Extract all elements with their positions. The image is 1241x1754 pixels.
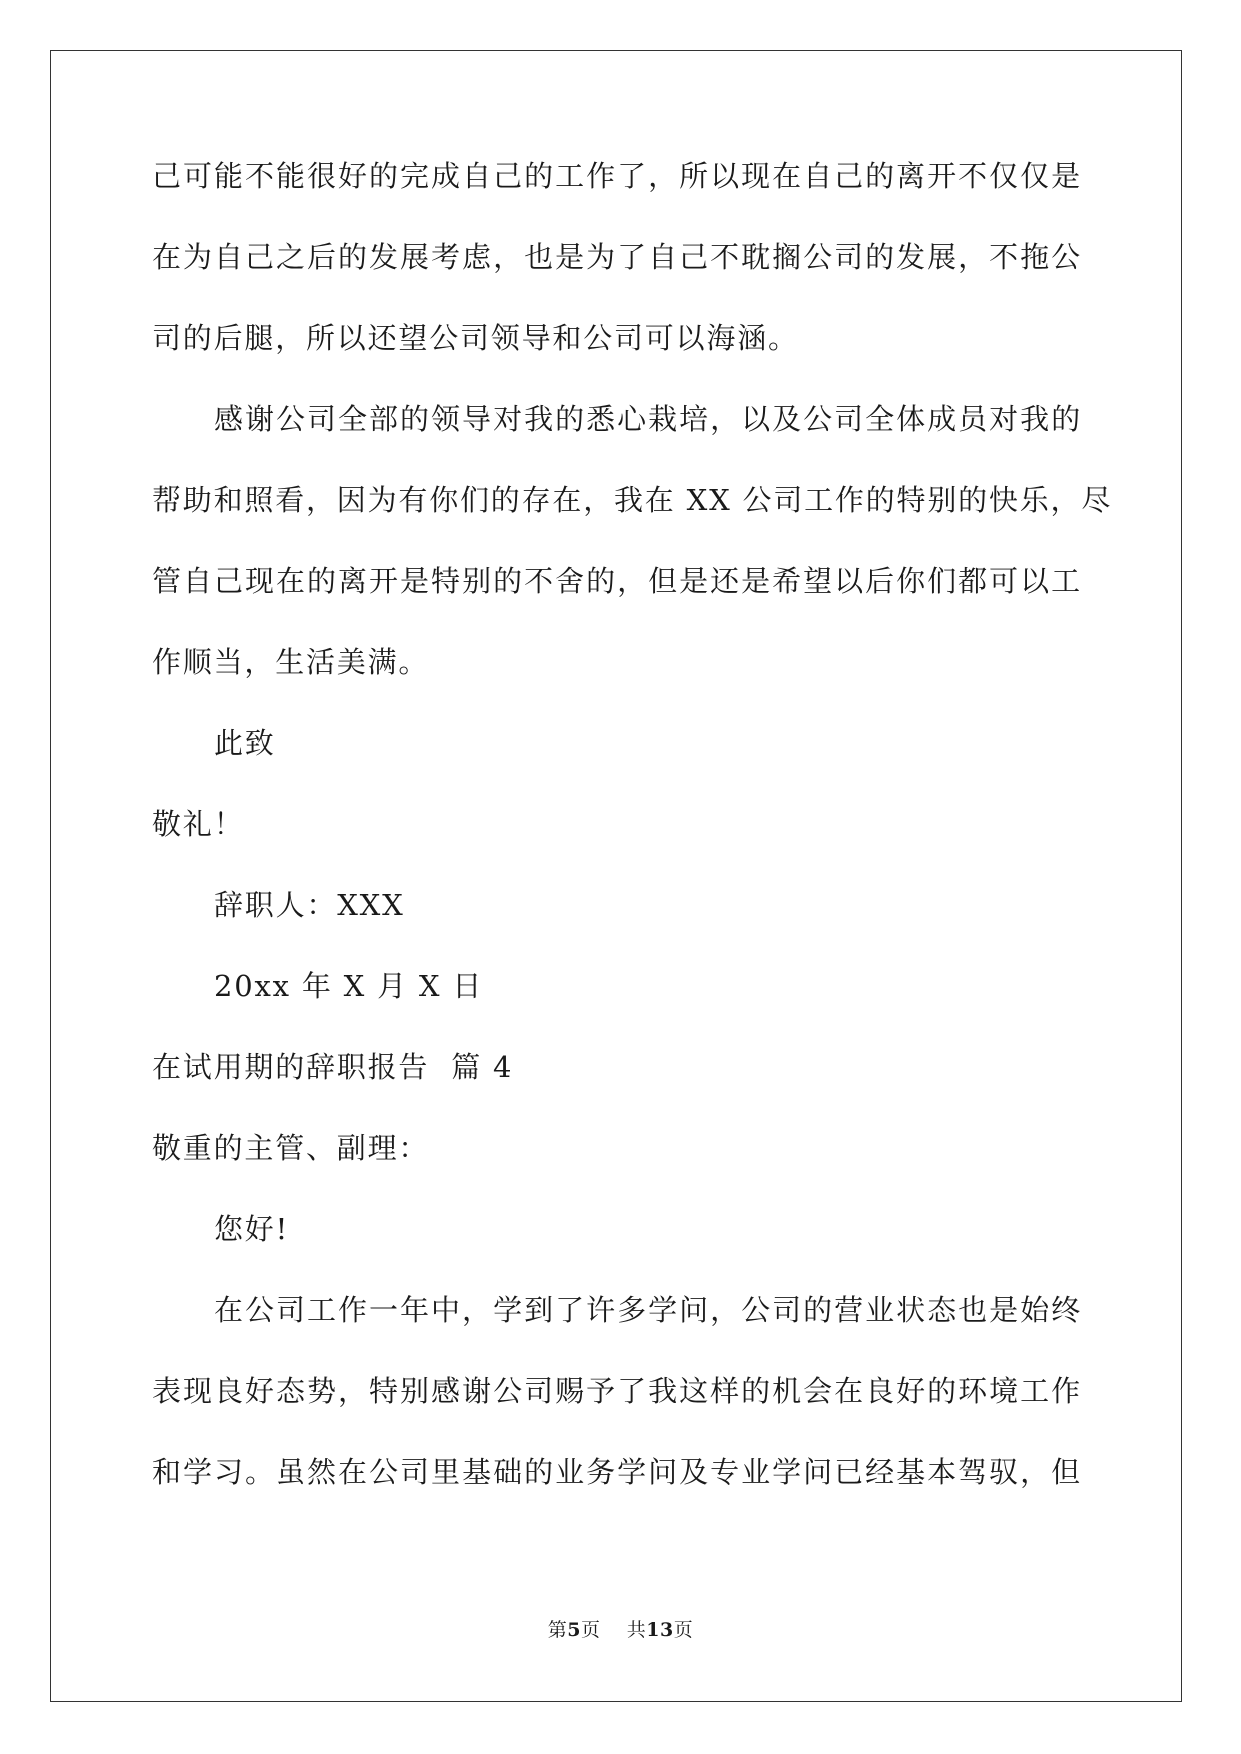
- section-heading: 在试用期的辞职报告 篇 4: [152, 1050, 514, 1084]
- total-prefix: 共: [626, 1619, 647, 1641]
- letter-addressee: 敬重的主管、副理：: [152, 1131, 430, 1165]
- body-line: 和学习。虽然在公司里基础的业务学问及专业学问已经基本驾驭，但: [152, 1455, 1082, 1489]
- page-number: 5: [567, 1619, 582, 1641]
- total-pages: 13: [646, 1619, 674, 1641]
- body-line: 司的后腿，所以还望公司领导和公司可以海涵。: [152, 321, 799, 355]
- page-footer: [0, 1619, 1241, 1641]
- body-line: 感谢公司全部的领导对我的悉心栽培，以及公司全体成员对我的: [214, 402, 1082, 436]
- body-line: 在为自己之后的发展考虑，也是为了自己不耽搁公司的发展，不拖公: [152, 240, 1082, 274]
- closing-regards: 敬礼！: [152, 807, 245, 841]
- body-line: 作顺当，生活美满。: [152, 645, 430, 679]
- total-suffix: 页: [673, 1619, 694, 1641]
- body-line: 帮助和照看，因为有你们的存在，我在 XX 公司工作的特别的快乐，尽: [152, 483, 1113, 517]
- document-body: [152, 159, 1113, 1539]
- body-line: 管自己现在的离开是特别的不舍的，但是还是希望以后你们都可以工: [152, 564, 1082, 598]
- page-prefix: 第: [547, 1619, 568, 1641]
- page-suffix: 页: [581, 1619, 601, 1641]
- letter-greeting: 您好!: [214, 1212, 290, 1246]
- date-line: 20xx 年 X 月 X 日: [214, 969, 484, 1003]
- body-line: 表现良好态势，特别感谢公司赐予了我这样的机会在良好的环境工作: [152, 1374, 1082, 1408]
- closing-salutation: 此致: [214, 726, 276, 760]
- signature-line: 辞职人：XXX: [214, 888, 405, 922]
- body-line: 己可能不能很好的完成自己的工作了，所以现在自己的离开不仅仅是: [152, 159, 1082, 193]
- body-line: 在公司工作一年中，学到了许多学问，公司的营业状态也是始终: [214, 1293, 1082, 1327]
